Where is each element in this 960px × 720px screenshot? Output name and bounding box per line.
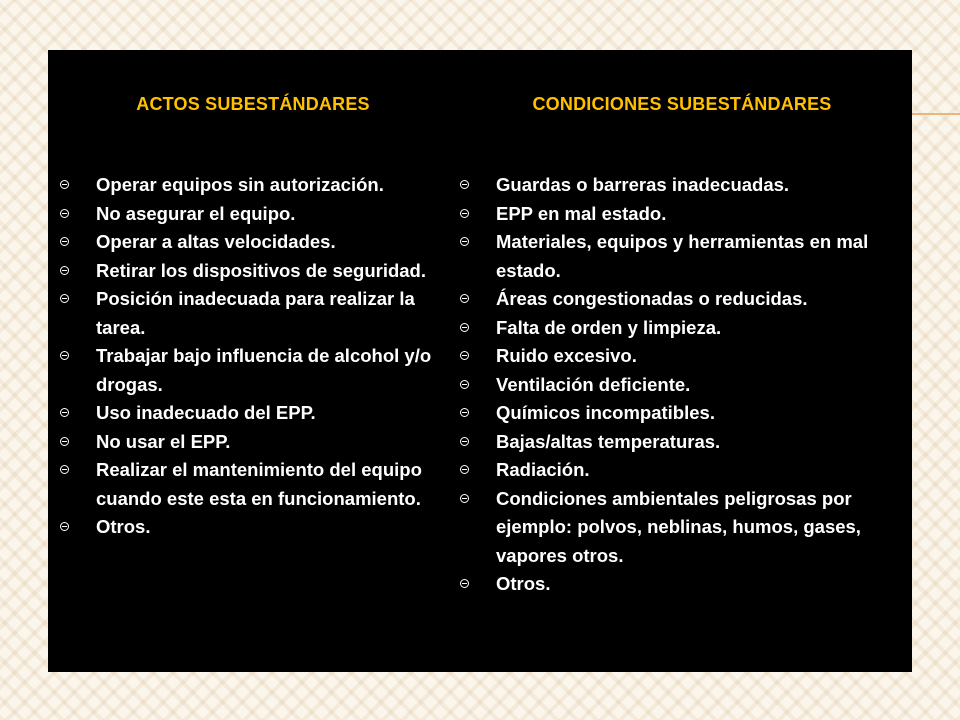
content-panel	[48, 50, 912, 672]
list-item	[58, 342, 448, 399]
item-text: Otros.	[496, 573, 551, 594]
bullet-icon	[460, 180, 469, 189]
item-text: Operar equipos sin autorización.	[96, 174, 384, 195]
item-text: Trabajar bajo influencia de alcohol y/o drogas.	[96, 345, 432, 395]
bullet-icon	[460, 494, 469, 503]
list-item	[58, 171, 448, 200]
bullet-icon	[460, 209, 469, 218]
item-text: Operar a altas velocidades.	[96, 231, 336, 252]
item-text: Áreas congestionadas o reducidas.	[496, 288, 808, 309]
list-item	[458, 285, 906, 314]
bullet-icon	[60, 522, 69, 531]
item-text: Ruido excesivo.	[496, 345, 637, 366]
list-item	[458, 570, 906, 599]
list-item	[458, 342, 906, 371]
item-text: Posición inadecuada para realizar la tarea.	[96, 288, 415, 338]
item-text: Otros.	[96, 516, 151, 537]
bullet-icon	[60, 266, 69, 275]
list-item	[458, 428, 906, 457]
bullet-icon	[460, 237, 469, 246]
bullet-icon	[60, 437, 69, 446]
decorative-accent-line	[912, 113, 960, 115]
item-text: Guardas o barreras inadecuadas.	[496, 174, 790, 195]
condiciones-list	[458, 171, 906, 599]
list-item	[458, 228, 906, 285]
item-text: Ventilación deficiente.	[496, 373, 691, 395]
list-item	[58, 399, 448, 428]
item-text: Químicos incompatibles.	[496, 402, 715, 423]
actos-title: ACTOS SUBESTÁNDARES	[136, 94, 370, 114]
condiciones-title: CONDICIONES SUBESTÁNDARES	[532, 94, 832, 114]
bullet-icon	[460, 437, 469, 446]
bullet-icon	[60, 351, 69, 360]
list-item	[458, 371, 906, 400]
item-text: Materiales, equipos y herramientas en mal estado.	[496, 231, 869, 281]
bullet-icon	[460, 323, 469, 332]
item-text: Radiación.	[496, 459, 590, 480]
item-text: Realizar el mantenimiento del equipo cuando este esta en funcionamiento.	[96, 459, 422, 509]
bullet-icon	[460, 351, 469, 360]
actos-list	[58, 171, 448, 542]
list-item	[458, 399, 906, 428]
list-item	[58, 428, 448, 457]
list-item	[458, 314, 906, 343]
item-text: EPP en mal estado.	[496, 202, 667, 224]
list-item	[458, 456, 906, 485]
bullet-icon	[60, 294, 69, 303]
bullet-icon	[60, 209, 69, 218]
list-item	[58, 228, 448, 257]
item-text: Retirar los dispositivos de seguridad.	[96, 259, 427, 281]
list-item	[458, 171, 906, 200]
bullet-icon	[460, 294, 469, 303]
bullet-icon	[460, 579, 469, 588]
list-item	[58, 513, 448, 542]
item-text: Condiciones ambientales peligrosas por ejemplo: polvos, neblinas, humos, gases, vapores otros.	[496, 487, 861, 566]
bullet-icon	[460, 408, 469, 417]
item-text: Uso inadecuado del EPP.	[96, 402, 316, 423]
item-text: Bajas/altas temperaturas.	[496, 430, 721, 452]
item-text: No asegurar el equipo.	[96, 202, 296, 224]
list-item	[58, 257, 448, 286]
bullet-icon	[60, 408, 69, 417]
bullet-icon	[60, 465, 69, 474]
list-item	[58, 200, 448, 229]
bullet-icon	[460, 465, 469, 474]
item-text: No usar el EPP.	[96, 430, 231, 452]
item-text: Falta de orden y limpieza.	[496, 316, 722, 338]
list-item	[58, 285, 448, 342]
bullet-icon	[460, 380, 469, 389]
list-item	[458, 485, 906, 571]
bullet-icon	[60, 237, 69, 246]
bullet-icon	[60, 180, 69, 189]
list-item	[58, 456, 448, 513]
list-item	[458, 200, 906, 229]
